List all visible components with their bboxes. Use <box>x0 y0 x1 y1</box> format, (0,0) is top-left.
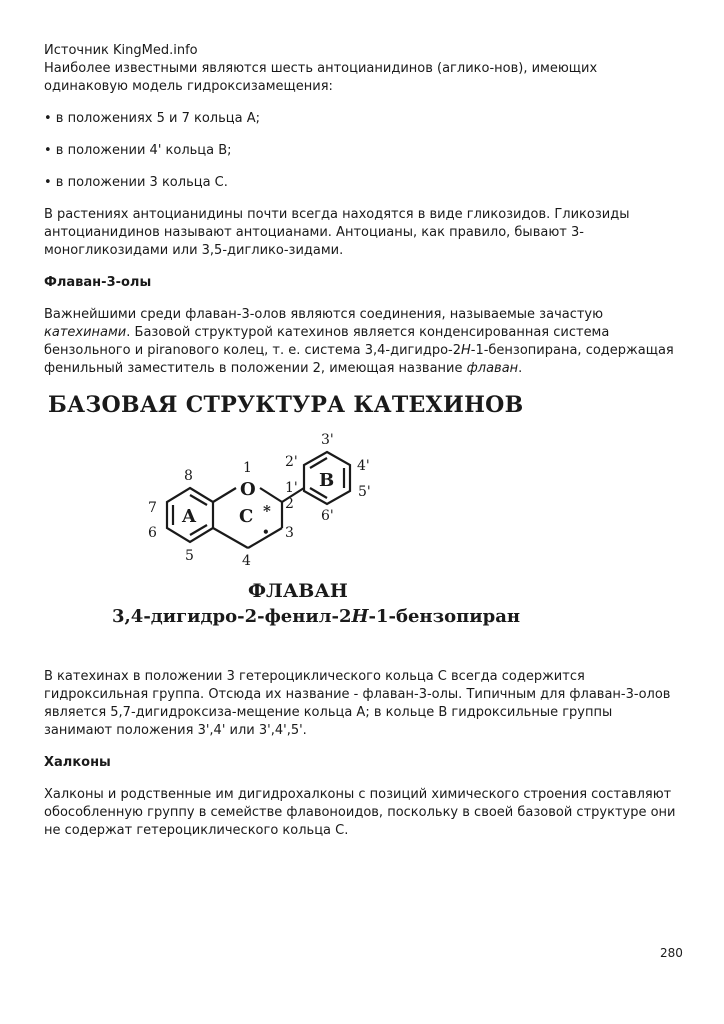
flavan-structure-figure <box>42 392 682 654</box>
position-label: 1 <box>243 460 252 476</box>
term-flavan: флаван <box>466 361 519 376</box>
ring-c-label: C <box>239 506 254 527</box>
position-label: 8 <box>184 468 193 484</box>
text-run: . Базовой структурой катехинов является конденсированная система бензольного и piranового колец, т. е. система 3,4-дигидро-2 <box>44 325 610 358</box>
glycosides-paragraph: В растениях антоцианидины почти всегда находятся в виде гликозидов. Гликозиды антоцианидинов называют антоцианами. Антоцианы, как правило, бывают 3-моногликозидами или 3,5-диглико-зидами. <box>44 207 630 258</box>
catechins-paragraph: В катехинах в положении 3 гетероциклического кольца С всегда содержится гидроксильная группа. Отсюда их название - флаван-3-олы. Типичным для флаван-3-олов является 5,7-дигидроксиза-мещение кольца А; в кольце В гидроксильные группы занимают положения 3',4' или 3',4',5'. <box>44 669 671 738</box>
italic-h: H <box>351 606 369 627</box>
intro-paragraph: Наиболее известными являются шесть антоцианидинов (аглико-нов), имеющих одинаковую модель гидроксизамещения: <box>44 61 598 94</box>
text-run: -1-бензопиран <box>368 606 521 627</box>
position-label: 4 <box>242 553 251 569</box>
chalcones-paragraph: Халконы и родственные им дигидрохалконы с позиций химического строения составляют обособленную группу в семействе флавоноидов, поскольку в своей базовой структуре они не содержат гетероциклического кольца С. <box>44 787 676 838</box>
position-label: 6' <box>321 508 334 524</box>
bond-c8a-o1 <box>213 488 236 502</box>
bond-c4-c4a <box>213 528 248 548</box>
text-run: . <box>518 361 523 376</box>
bond-o1-c2 <box>260 488 282 502</box>
position-label: 5' <box>358 484 371 500</box>
page-number: 280 <box>660 946 683 960</box>
page-content <box>44 42 684 854</box>
figure-title: БАЗОВАЯ СТРУКТУРА КАТЕХИНОВ <box>48 392 524 418</box>
position-label: 4' <box>357 458 370 474</box>
position-label: 1' <box>285 480 298 496</box>
section-heading-flavanols: Флаван-3-олы <box>44 275 152 290</box>
compound-name: ФЛАВАН <box>248 580 348 602</box>
position-label: 3' <box>321 432 334 448</box>
flavanols-paragraph <box>44 306 684 378</box>
ring-b-label: B <box>319 470 335 491</box>
position-label: 5 <box>185 548 194 564</box>
italic-h: H <box>460 343 471 358</box>
text-run: Важнейшими среди флаван-3-олов являются соединения, называемые зачастую <box>44 307 604 322</box>
text-run: -1-бензопирана, содержащая фенильный заместитель в положении 2, имеющая название <box>44 343 674 376</box>
term-catechins: катехинами <box>44 325 127 340</box>
bullet-item: • в положениях 5 и 7 кольца А; <box>44 111 260 126</box>
stereo-star: * <box>263 502 271 520</box>
ring-a-label: A <box>182 506 196 527</box>
compound-iupac-name <box>112 606 520 627</box>
stereo-dot: • <box>262 525 270 539</box>
text-run: 3,4-дигидро-2-фенил-2 <box>112 606 352 627</box>
bullet-item: • в положении 3 кольца С. <box>44 175 228 190</box>
oxygen-atom: O <box>240 479 256 500</box>
source-line: Источник KingMed.info <box>44 43 198 58</box>
position-label: 7 <box>148 500 157 516</box>
position-label: 3 <box>285 525 294 541</box>
position-label: 2' <box>285 454 298 470</box>
position-label: 6 <box>148 525 157 541</box>
section-heading-chalcones: Халконы <box>44 755 111 770</box>
position-label: 2 <box>285 496 294 512</box>
bullet-item: • в положении 4' кольца В; <box>44 143 232 158</box>
